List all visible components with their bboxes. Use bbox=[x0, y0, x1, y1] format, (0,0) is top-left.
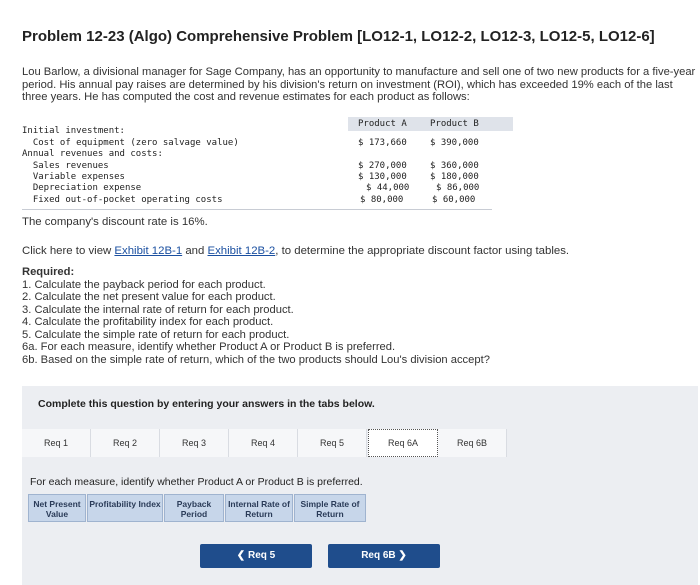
answer-panel bbox=[22, 386, 698, 585]
tab-req-1[interactable]: Req 1 bbox=[22, 429, 91, 457]
answer-header-payback-period: Payback Period bbox=[164, 494, 224, 522]
row-label: Depreciation expense bbox=[22, 183, 142, 193]
prev-req-button[interactable] bbox=[200, 544, 312, 568]
cell-product-b: $ 86,000 bbox=[436, 183, 480, 193]
table-row bbox=[22, 194, 476, 206]
tab-req-3[interactable]: Req 3 bbox=[160, 429, 229, 457]
discount-rate-text: The company's discount rate is 16%. bbox=[22, 216, 208, 228]
row-label: Fixed out-of-pocket operating costs bbox=[22, 195, 223, 205]
exhibit-suffix: , to determine the appropriate discount factor using tables. bbox=[275, 245, 570, 257]
table-row bbox=[22, 148, 163, 160]
row-label: Variable expenses bbox=[22, 172, 125, 182]
requirement-tabs bbox=[22, 429, 698, 457]
tab-req-6a[interactable]: Req 6A bbox=[368, 429, 438, 457]
tab-req-2[interactable]: Req 2 bbox=[91, 429, 160, 457]
answer-header-npv: Net Present Value bbox=[28, 494, 86, 522]
required-item: 6b. Based on the simple rate of return, which of the two products should Lou's division accept? bbox=[22, 353, 490, 366]
cell-product-b: $ 360,000 bbox=[430, 161, 479, 171]
col-header-product-b: Product B bbox=[430, 119, 479, 129]
required-list bbox=[22, 266, 490, 366]
cell-product-a: $ 80,000 bbox=[360, 195, 404, 205]
next-req-button[interactable] bbox=[328, 544, 440, 568]
answer-header-simple-rate: Simple Rate of Return bbox=[294, 494, 366, 522]
page-title: Problem 12-23 (Algo) Comprehensive Problem [LO12-1, LO12-2, LO12-3, LO12-5, LO12-6] bbox=[22, 28, 655, 45]
cell-product-b: $ 60,000 bbox=[432, 195, 476, 205]
required-item: 3. Calculate the internal rate of return for each product. bbox=[22, 303, 294, 316]
table-divider bbox=[22, 209, 492, 210]
exhibit-links-line bbox=[22, 245, 569, 257]
required-item: 6a. For each measure, identify whether Product A or Product B is preferred. bbox=[22, 341, 396, 353]
cell-product-a: $ 130,000 bbox=[358, 172, 407, 182]
col-header-product-a: Product A bbox=[358, 119, 407, 129]
row-label: Initial investment: bbox=[22, 126, 125, 136]
row-label: Cost of equipment (zero salvage value) bbox=[22, 138, 239, 148]
measure-instruction: For each measure, identify whether Product A or Product B is preferred. bbox=[30, 476, 363, 488]
cell-product-b: $ 180,000 bbox=[430, 172, 479, 182]
row-label: Sales revenues bbox=[22, 161, 109, 171]
exhibit-12b-2-link[interactable]: Exhibit 12B-2 bbox=[207, 245, 276, 257]
exhibit-12b-1-link[interactable]: Exhibit 12B-1 bbox=[114, 245, 183, 257]
tab-req-4[interactable]: Req 4 bbox=[229, 429, 298, 457]
next-req-label: Req 6B bbox=[361, 550, 396, 561]
prev-req-label: Req 5 bbox=[247, 550, 276, 561]
panel-heading: Complete this question by entering your answers in the tabs below. bbox=[38, 398, 375, 410]
problem-intro: Lou Barlow, a divisional manager for Sage Company, has an opportunity to manufacture and sell one of two new products for a five-year period. His annual pay raises are determined by his division's return on investment (ROI), which has exceeded 19% each of the last three years. He has computed the cost and revenue estimates for each product as follows: bbox=[22, 66, 696, 103]
cell-product-a: $ 44,000 bbox=[366, 183, 410, 193]
required-item: 2. Calculate the net present value for each product. bbox=[22, 291, 276, 303]
cell-product-a: $ 270,000 bbox=[358, 161, 407, 171]
exhibit-middle: and bbox=[182, 245, 208, 257]
row-label: Annual revenues and costs: bbox=[22, 149, 163, 159]
cell-product-b: $ 390,000 bbox=[430, 138, 479, 148]
answer-header-irr: Internal Rate of Return bbox=[225, 494, 293, 522]
tab-req-6b[interactable]: Req 6B bbox=[438, 429, 507, 457]
exhibit-prefix: Click here to view bbox=[22, 245, 115, 257]
answer-header-profitability-index: Profitability Index bbox=[87, 494, 163, 522]
cell-product-a: $ 173,660 bbox=[358, 138, 407, 148]
table-row bbox=[22, 125, 125, 137]
required-heading: Required: bbox=[22, 266, 75, 278]
required-item: 4. Calculate the profitability index for each product. bbox=[22, 316, 274, 328]
required-item: 5. Calculate the simple rate of return for each product. bbox=[22, 328, 290, 341]
tab-req-5[interactable]: Req 5 bbox=[298, 429, 367, 457]
chevron-right-icon: ❯ bbox=[398, 550, 407, 561]
table-row bbox=[22, 182, 480, 194]
chevron-left-icon: ❮ bbox=[236, 550, 246, 561]
required-item: 1. Calculate the payback period for each product. bbox=[22, 278, 266, 291]
